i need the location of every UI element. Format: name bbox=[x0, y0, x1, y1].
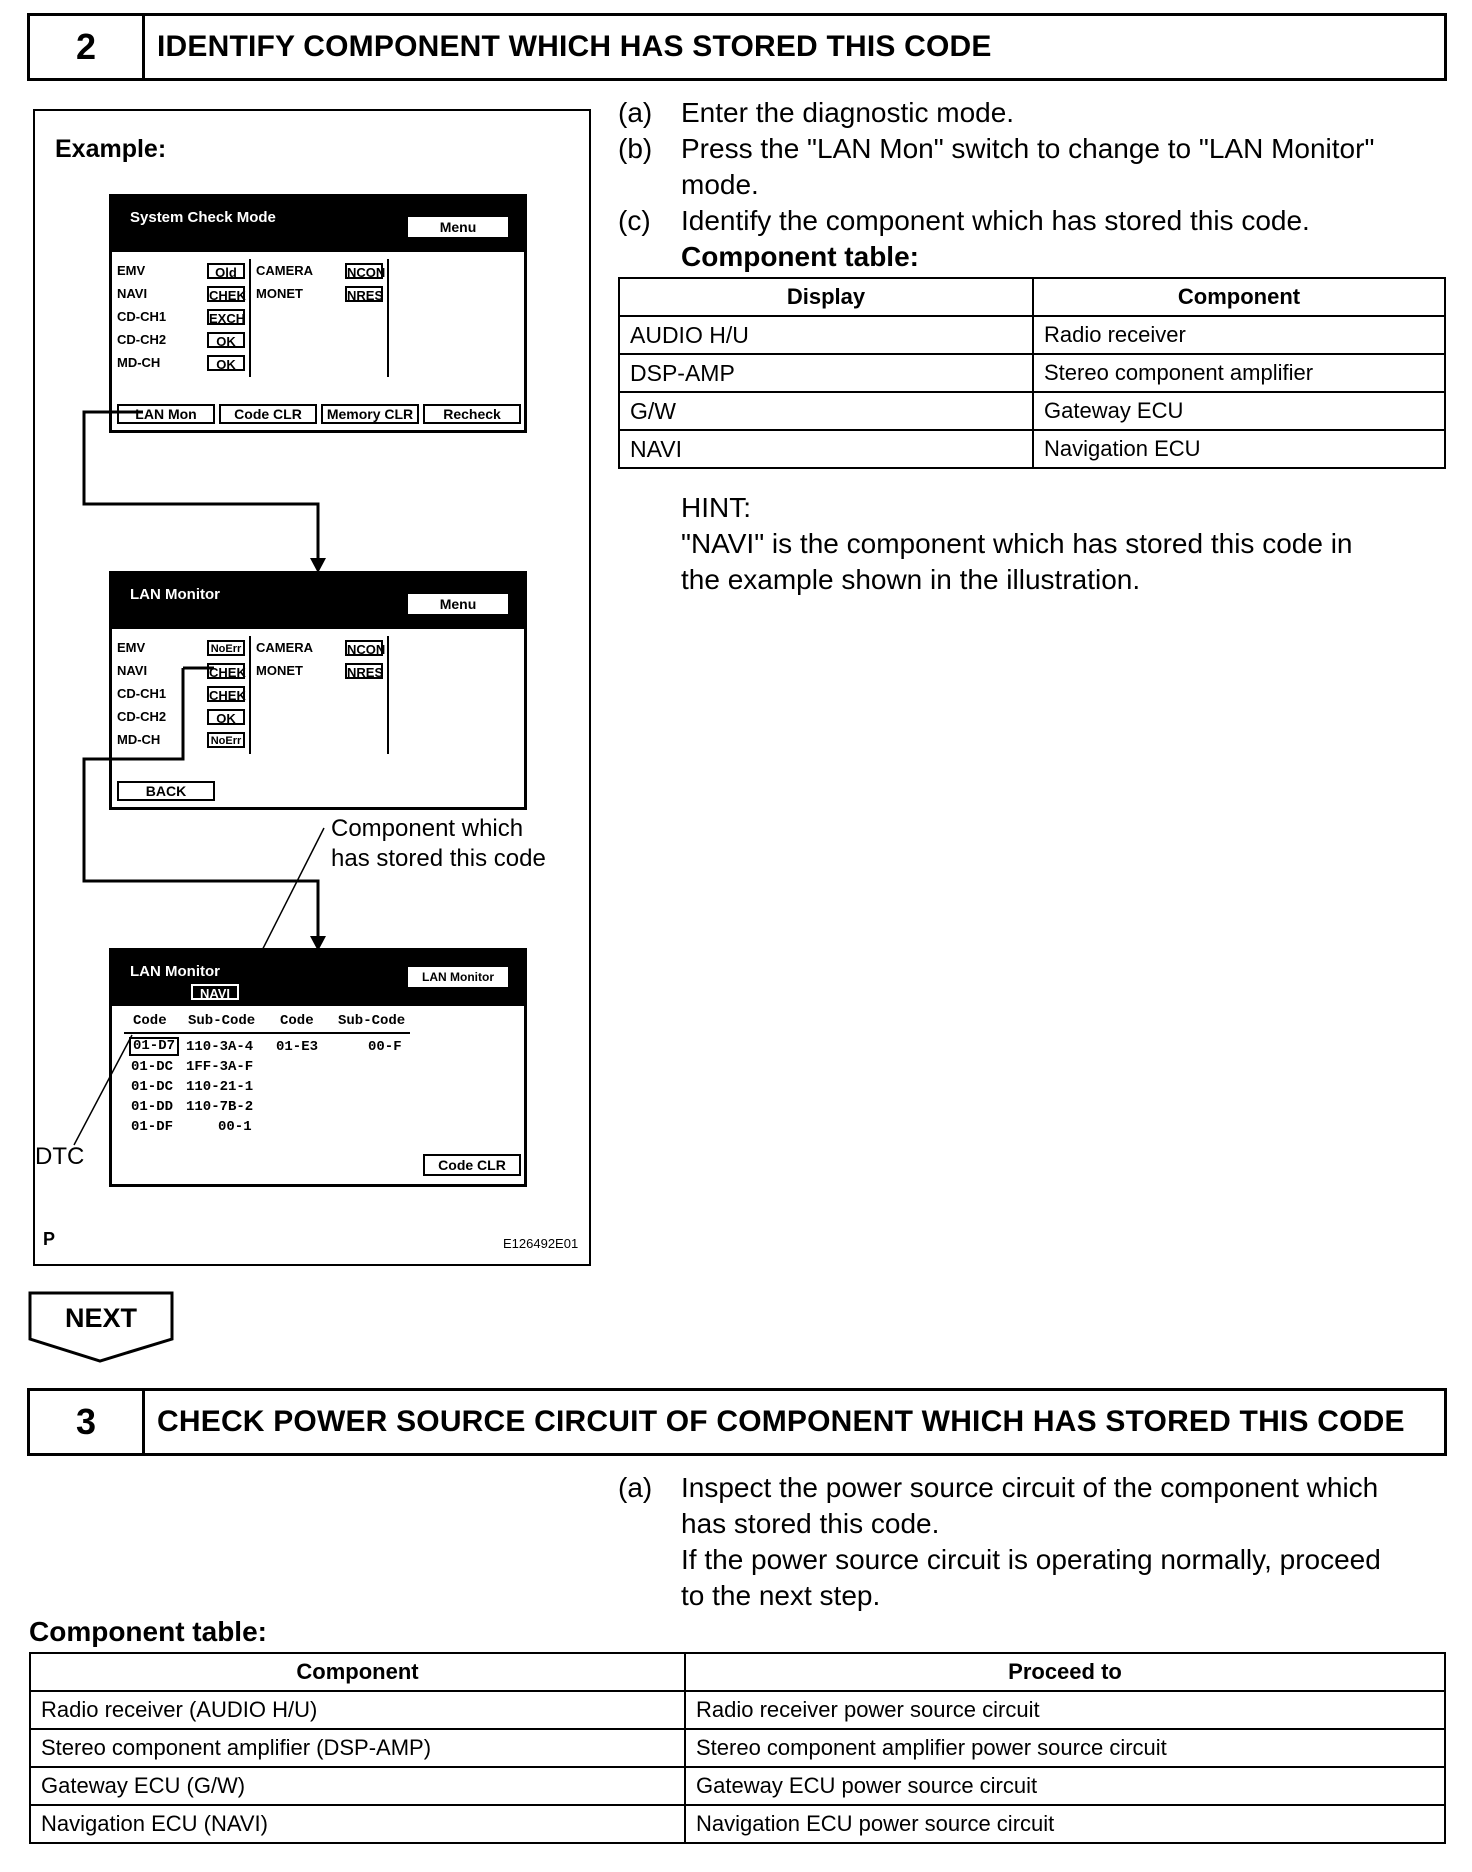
instruction-b-marker: (b) bbox=[618, 133, 653, 164]
item-label: MD-CH bbox=[117, 732, 161, 747]
table-cell: AUDIO H/U bbox=[619, 316, 1033, 354]
next-label: NEXT bbox=[64, 1303, 137, 1333]
item-label: MONET bbox=[256, 663, 303, 678]
table-cell: Stereo component amplifier (DSP-AMP) bbox=[30, 1729, 685, 1767]
component-table-2 bbox=[29, 1652, 1446, 1844]
subcode-header: Sub-Code bbox=[188, 1013, 256, 1029]
component-table-2-title: Component table: bbox=[29, 1616, 267, 1647]
status-badge: NoErr bbox=[207, 640, 245, 656]
subcode: 110-3A-4 bbox=[186, 1039, 254, 1055]
status-badge: NCON bbox=[347, 642, 386, 657]
status-badge: NCON bbox=[347, 265, 386, 280]
table-cell: Navigation ECU power source circuit bbox=[685, 1805, 1445, 1843]
step-3-title: CHECK POWER SOURCE CIRCUIT OF COMPONENT WHICH HAS STORED THIS CODE bbox=[157, 1405, 1405, 1438]
component-table bbox=[618, 277, 1446, 469]
subcode-header: Sub-Code bbox=[338, 1013, 406, 1029]
next-marker bbox=[28, 1291, 174, 1363]
table-cell: Radio receiver power source circuit bbox=[685, 1691, 1445, 1729]
status-badge: NRES bbox=[347, 665, 384, 680]
flow-connectors bbox=[35, 111, 593, 1268]
table-cell: Radio receiver bbox=[1033, 316, 1445, 354]
dtc-code: 01-D7 bbox=[129, 1037, 179, 1056]
menu-button[interactable]: Menu bbox=[408, 594, 508, 614]
step-3-number: 3 bbox=[30, 1391, 145, 1453]
lan-monitor-button[interactable]: LAN Monitor bbox=[408, 967, 508, 987]
table-header-component: Component bbox=[30, 1653, 685, 1691]
step-3-header bbox=[27, 1388, 1447, 1456]
screen-title: LAN Monitor bbox=[130, 963, 220, 980]
status-badge: CHEK bbox=[209, 665, 246, 680]
code-clr-button[interactable]: Code CLR bbox=[219, 404, 317, 424]
item-label: MONET bbox=[256, 286, 303, 301]
hint-label: HINT: bbox=[681, 492, 751, 523]
item-label: CD-CH1 bbox=[117, 309, 167, 324]
instruction-a-marker: (a) bbox=[618, 97, 653, 128]
callout-line2: has stored this code bbox=[331, 845, 546, 872]
item-label: CAMERA bbox=[256, 263, 314, 278]
component-table-title: Component table: bbox=[681, 241, 919, 272]
screen-title: LAN Monitor bbox=[130, 586, 220, 603]
item-label: EMV bbox=[117, 263, 146, 278]
subcode: 110-21-1 bbox=[186, 1079, 254, 1095]
instruction-c-marker: (c) bbox=[618, 205, 651, 236]
status-badge: EXCH bbox=[209, 311, 246, 326]
example-label: Example: bbox=[55, 135, 167, 163]
instruction-b-text: Press the "LAN Mon" switch to change to "LAN Monitor" bbox=[681, 133, 1375, 164]
table-row bbox=[30, 1691, 1445, 1729]
table-row bbox=[619, 430, 1445, 468]
status-badge: OK bbox=[207, 709, 245, 725]
status-badge: NRES bbox=[347, 288, 384, 303]
table-cell: Stereo component amplifier bbox=[1033, 354, 1445, 392]
status-badge: CHEK bbox=[209, 288, 246, 303]
status-badge: NoErr bbox=[207, 732, 245, 748]
subcode: 110-7B-2 bbox=[186, 1099, 254, 1115]
code-clr-button[interactable]: Code CLR bbox=[423, 1154, 521, 1176]
instruction-a-text: Enter the diagnostic mode. bbox=[681, 97, 1015, 128]
step-2-header bbox=[27, 13, 1447, 81]
subcode: 00-F bbox=[368, 1039, 402, 1055]
table-cell: NAVI bbox=[619, 430, 1033, 468]
table-cell: Navigation ECU (NAVI) bbox=[30, 1805, 685, 1843]
component-badge: NAVI bbox=[191, 984, 239, 1000]
item-label: CAMERA bbox=[256, 640, 314, 655]
item-label: MD-CH bbox=[117, 355, 161, 370]
step-3-text-line3: If the power source circuit is operating normally, proceed bbox=[681, 1544, 1381, 1575]
status-badge: Old bbox=[207, 263, 245, 279]
back-button[interactable]: BACK bbox=[117, 781, 215, 801]
dtc-code: 01-DF bbox=[131, 1119, 174, 1135]
table-row bbox=[619, 392, 1445, 430]
table-cell: Radio receiver (AUDIO H/U) bbox=[30, 1691, 685, 1729]
dtc-code: 01-DC bbox=[131, 1079, 174, 1095]
item-label: CD-CH2 bbox=[117, 709, 167, 724]
recheck-button[interactable]: Recheck bbox=[423, 404, 521, 424]
step-2-title: IDENTIFY COMPONENT WHICH HAS STORED THIS CODE bbox=[157, 30, 992, 63]
table-cell: Navigation ECU bbox=[1033, 430, 1445, 468]
lan-mon-button[interactable]: LAN Mon bbox=[117, 404, 215, 424]
step-3-marker: (a) bbox=[618, 1472, 653, 1503]
step-2-number: 2 bbox=[30, 16, 145, 78]
callout-line1: Component which bbox=[331, 815, 524, 842]
dtc-code: 01-DC bbox=[131, 1059, 174, 1075]
dtc-code: 01-E3 bbox=[276, 1039, 319, 1055]
instruction-b-text-cont: mode. bbox=[681, 169, 759, 200]
table-header-proceed-to: Proceed to bbox=[685, 1653, 1445, 1691]
table-row bbox=[30, 1805, 1445, 1843]
table-row bbox=[619, 316, 1445, 354]
menu-button[interactable]: Menu bbox=[408, 217, 508, 237]
table-cell: Gateway ECU power source circuit bbox=[685, 1767, 1445, 1805]
table-row bbox=[30, 1729, 1445, 1767]
subcode: 1FF-3A-F bbox=[186, 1059, 254, 1075]
table-cell: Gateway ECU bbox=[1033, 392, 1445, 430]
corner-p: P bbox=[43, 1229, 56, 1249]
code-header: Code bbox=[133, 1013, 167, 1029]
table-cell: DSP-AMP bbox=[619, 354, 1033, 392]
table-cell: Gateway ECU (G/W) bbox=[30, 1767, 685, 1805]
table-header-component: Component bbox=[1033, 278, 1445, 316]
item-label: CD-CH2 bbox=[117, 332, 167, 347]
dtc-callout: DTC bbox=[35, 1143, 85, 1170]
subcode: 00-1 bbox=[218, 1119, 252, 1135]
step-3-text-line1: Inspect the power source circuit of the component which bbox=[681, 1472, 1379, 1503]
table-cell: G/W bbox=[619, 392, 1033, 430]
hint-text-line2: the example shown in the illustration. bbox=[681, 564, 1141, 595]
table-row bbox=[619, 354, 1445, 392]
step-3-text-line2: has stored this code. bbox=[681, 1508, 940, 1539]
hint-text-line1: "NAVI" is the component which has stored this code in bbox=[681, 528, 1353, 559]
table-header-display: Display bbox=[619, 278, 1033, 316]
item-label: NAVI bbox=[117, 663, 148, 678]
example-illustration bbox=[33, 109, 591, 1266]
item-label: NAVI bbox=[117, 286, 148, 301]
status-badge: OK bbox=[207, 355, 245, 371]
table-cell: Stereo component amplifier power source circuit bbox=[685, 1729, 1445, 1767]
status-badge: OK bbox=[207, 332, 245, 348]
dtc-code: 01-DD bbox=[131, 1099, 174, 1115]
table-row bbox=[30, 1767, 1445, 1805]
figure-id: E126492E01 bbox=[503, 1236, 579, 1251]
instruction-c-text: Identify the component which has stored this code. bbox=[681, 205, 1310, 236]
item-label: CD-CH1 bbox=[117, 686, 167, 701]
status-badge: CHEK bbox=[209, 688, 246, 703]
code-header: Code bbox=[280, 1013, 314, 1029]
screen-title: System Check Mode bbox=[130, 209, 276, 226]
memory-clr-button[interactable]: Memory CLR bbox=[321, 404, 419, 424]
item-label: EMV bbox=[117, 640, 146, 655]
step-3-text-line4: to the next step. bbox=[681, 1580, 881, 1611]
